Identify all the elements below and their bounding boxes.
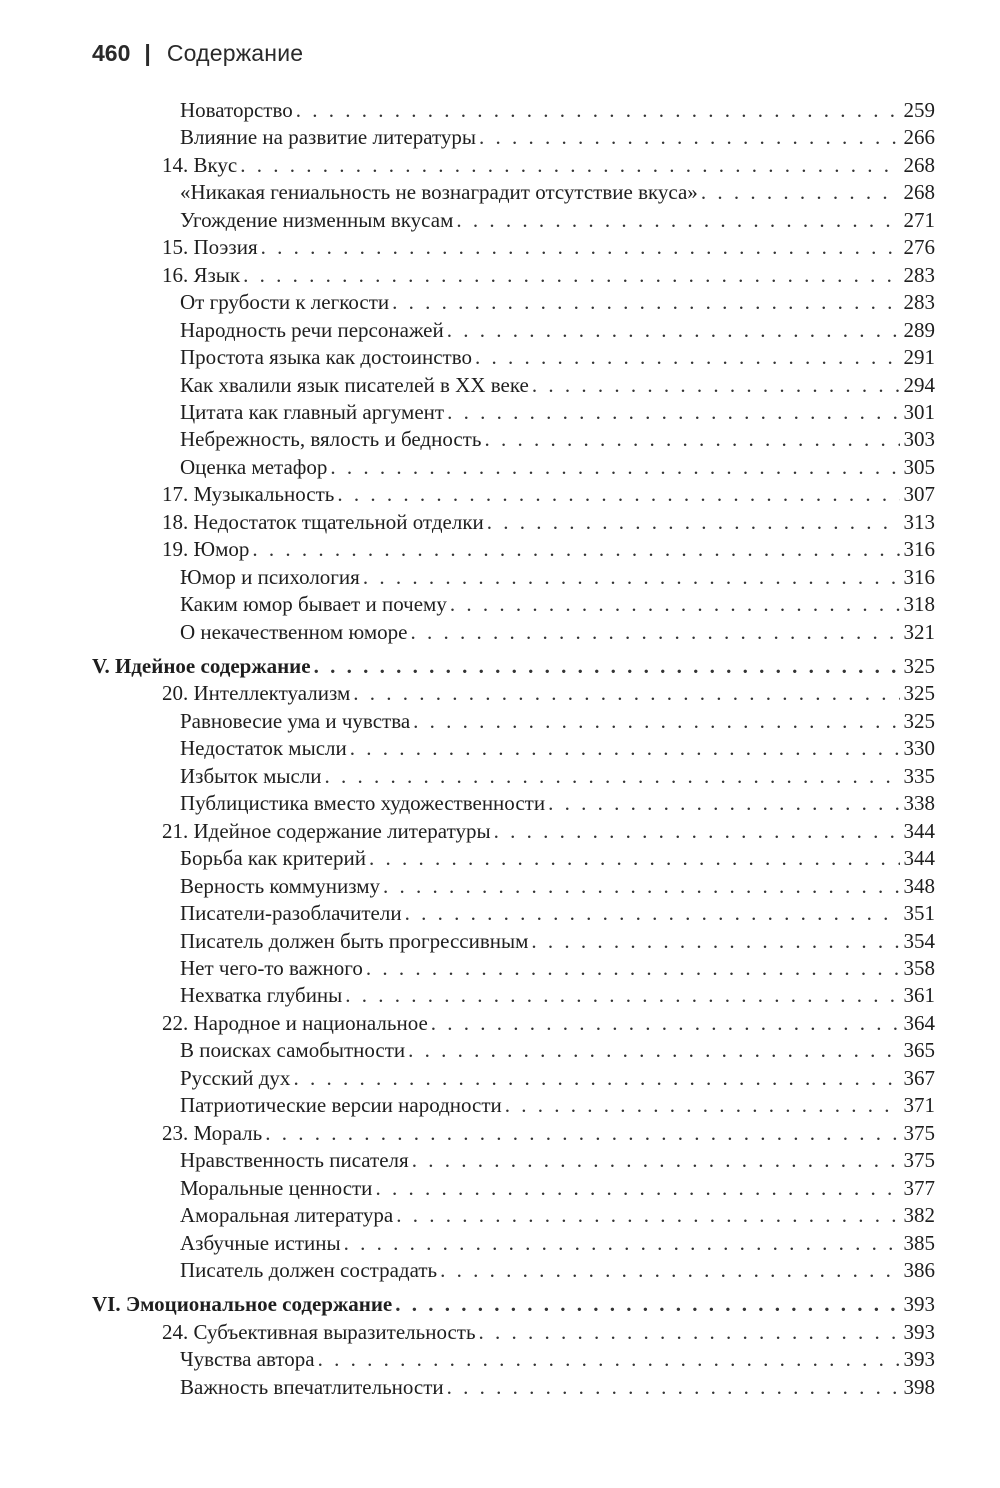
dot-leader — [366, 955, 900, 982]
toc-entry — [162, 1120, 935, 1147]
toc-entry — [180, 426, 935, 453]
toc-entry — [180, 1374, 935, 1401]
toc-entry-page: 385 — [903, 1230, 935, 1255]
dot-leader — [479, 1319, 900, 1346]
toc-entry — [162, 152, 935, 179]
toc-entry-title: Писатели-разоблачители — [180, 901, 402, 926]
header-title: Содержание — [166, 39, 304, 66]
toc-entry — [162, 818, 935, 845]
toc-entry-title: 24. Субъективная выразительность — [162, 1319, 476, 1344]
toc-entry-title: Публицистика вместо художественности — [180, 791, 546, 816]
dot-leader — [450, 591, 900, 618]
toc-entry-page: 375 — [903, 1120, 935, 1145]
toc-entry-page: 303 — [903, 427, 935, 452]
toc-entry-page: 377 — [903, 1175, 935, 1200]
toc-entry-page: 393 — [903, 1347, 935, 1372]
toc-entry — [180, 1092, 935, 1119]
toc-entry-page: 375 — [903, 1148, 935, 1173]
toc-entry — [180, 591, 935, 618]
toc-entry-title: Каким юмор бывает и почему — [180, 592, 447, 617]
toc-entry-page: 325 — [903, 681, 935, 706]
toc-entry-title: От грубости к легкости — [180, 290, 390, 315]
toc-entry-page: 294 — [903, 372, 935, 397]
toc-entry — [180, 955, 935, 982]
toc-entry-title: 22. Народное и национальное — [162, 1010, 428, 1035]
toc-entry-page: 301 — [903, 399, 935, 424]
dot-leader — [383, 873, 900, 900]
toc-entry — [180, 790, 935, 817]
toc-entry-page: 338 — [903, 791, 935, 816]
dot-leader — [314, 653, 900, 680]
dot-leader — [475, 344, 900, 371]
toc-entry-page: 382 — [903, 1203, 935, 1227]
toc-entry-title: Избыток мысли — [180, 763, 322, 788]
toc-entry — [162, 509, 935, 536]
toc-entry — [180, 763, 935, 790]
toc-entry-title: 20. Интеллектуализм — [162, 681, 351, 706]
toc-entry-page: 307 — [903, 482, 935, 507]
toc-entry — [180, 1147, 935, 1174]
dot-leader — [318, 1346, 900, 1373]
toc-entry-title: V. Идейное содержание — [92, 654, 311, 678]
toc-entry — [180, 179, 935, 206]
toc-entry — [180, 845, 935, 872]
dot-leader — [494, 818, 900, 845]
dot-leader — [337, 481, 899, 508]
toc-entry-page: 316 — [903, 564, 935, 589]
toc-entry-title: 16. Язык — [162, 262, 241, 287]
toc-entry — [180, 454, 935, 481]
toc-entry-title: Русский дух — [180, 1065, 291, 1090]
toc-entry-page: 276 — [903, 235, 935, 260]
toc-entry — [180, 1257, 935, 1284]
toc-entry-title: Важность впечатлительности — [180, 1374, 444, 1399]
dot-leader — [532, 372, 900, 399]
dot-leader — [395, 1291, 899, 1318]
toc-entry-page: 393 — [903, 1292, 935, 1317]
toc-entry-page: 283 — [903, 262, 935, 287]
toc-entry-page: 354 — [903, 928, 935, 953]
toc-entry-title: 14. Вкус — [162, 152, 238, 177]
dot-leader — [345, 982, 899, 1009]
toc-entry-title: Простота языка как достоинство — [180, 345, 472, 369]
toc-entry-title: Угождение низменным вкусам — [180, 207, 454, 232]
toc-entry-title: Чувства автора — [180, 1347, 315, 1372]
toc-entry — [180, 207, 935, 234]
toc-entry — [162, 1319, 935, 1346]
toc-entry-page: 330 — [903, 736, 935, 761]
toc-entry — [162, 680, 935, 707]
toc-entry — [180, 1037, 935, 1064]
toc-entry-page: 283 — [903, 290, 935, 315]
toc-entry — [180, 564, 935, 591]
dot-leader — [487, 509, 900, 536]
toc-section-heading — [92, 1291, 935, 1318]
running-header — [92, 36, 303, 70]
toc-entry-title: 18. Недостаток тщательной отделки — [162, 509, 484, 534]
toc-entry — [180, 399, 935, 426]
toc-entry — [180, 1230, 935, 1257]
toc-entry-page: 291 — [903, 345, 935, 369]
toc-entry — [180, 982, 935, 1009]
dot-leader — [344, 1230, 900, 1257]
toc-entry-page: 361 — [903, 983, 935, 1008]
toc-entry-page: 259 — [903, 98, 935, 122]
toc-entry — [180, 1065, 935, 1092]
toc-entry-title: 17. Музыкальность — [162, 482, 335, 507]
toc-entry-title: 21. Идейное содержание литературы — [162, 818, 491, 843]
toc-entry-page: 313 — [903, 509, 935, 534]
toc-entry — [180, 735, 935, 762]
toc-entry-page: 325 — [903, 708, 935, 733]
toc-entry-page: 325 — [903, 654, 935, 678]
toc-entry — [162, 481, 935, 508]
toc-entry-title: Народность речи персонажей — [180, 317, 444, 342]
toc-entry — [180, 1346, 935, 1373]
toc-entry-page: 364 — [903, 1010, 935, 1035]
toc-entry-title: Цитата как главный аргумент — [180, 399, 445, 424]
toc-entry-title: Азбучные истины — [180, 1230, 341, 1255]
toc-entry-page: 268 — [903, 152, 935, 177]
dot-leader — [265, 1120, 899, 1147]
dot-leader — [413, 708, 899, 735]
toc-entry — [162, 1010, 935, 1037]
toc-entry-page: 271 — [903, 207, 935, 232]
toc-entry — [180, 344, 935, 371]
dot-leader — [456, 207, 899, 234]
dot-leader — [396, 1202, 899, 1229]
toc-entry-page: 289 — [903, 317, 935, 342]
toc-entry-title: Верность коммунизму — [180, 873, 380, 898]
toc-entry-title: 19. Юмор — [162, 537, 250, 562]
toc-entry-page: 386 — [903, 1257, 935, 1282]
header-separator: | — [144, 39, 151, 66]
toc-entry-page: 266 — [903, 125, 935, 150]
page-number: 460 — [92, 39, 131, 66]
toc-entry-page: 393 — [903, 1319, 935, 1344]
toc-entry-page: 344 — [903, 818, 935, 843]
toc-entry-page: 348 — [903, 873, 935, 898]
dot-leader — [701, 179, 900, 206]
toc-entry — [180, 317, 935, 344]
toc-entry-title: «Никакая гениальность не вознаградит отсутствие вкуса» — [180, 180, 698, 205]
dot-leader — [479, 124, 900, 151]
toc-entry-title: Равновесие ума и чувства — [180, 708, 411, 733]
dot-leader — [405, 900, 900, 927]
toc-entry — [180, 708, 935, 735]
toc-entry-title: Как хвалили язык писателей в XX веке — [180, 372, 529, 397]
toc-entry-title: Аморальная литература — [180, 1203, 394, 1227]
toc-entry — [180, 97, 935, 124]
toc-entry-page: 344 — [903, 846, 935, 871]
toc-entry — [180, 900, 935, 927]
dot-leader — [531, 928, 899, 955]
toc-entry-page: 371 — [903, 1093, 935, 1118]
dot-leader — [440, 1257, 899, 1284]
toc-entry-title: Юмор и психология — [180, 564, 360, 589]
toc-entry — [162, 262, 935, 289]
dot-leader — [447, 317, 900, 344]
dot-leader — [293, 1065, 899, 1092]
dot-leader — [296, 97, 900, 124]
toc-entry-title: Нехватка глубины — [180, 983, 343, 1008]
toc-entry-title: О некачественном юморе — [180, 619, 408, 644]
dot-leader — [240, 152, 899, 179]
dot-leader — [505, 1092, 900, 1119]
toc-entry-title: Небрежность, вялость и бедность — [180, 427, 482, 452]
dot-leader — [447, 1374, 900, 1401]
toc-entry — [180, 619, 935, 646]
toc-entry — [180, 372, 935, 399]
toc-entry-title: В поисках самобытности — [180, 1038, 406, 1063]
toc-entry-title: Патриотические версии народности — [180, 1093, 502, 1118]
toc-entry-title: Нравственность писателя — [180, 1148, 409, 1173]
dot-leader — [484, 426, 899, 453]
dot-leader — [325, 763, 900, 790]
toc-entry-page: 367 — [903, 1065, 935, 1090]
toc-entry-page: 305 — [903, 454, 935, 479]
toc-section-heading — [92, 653, 935, 680]
toc-entry-title: Оценка метафор — [180, 454, 328, 479]
dot-leader — [408, 1037, 899, 1064]
dot-leader — [350, 735, 900, 762]
toc-entry-page: 318 — [903, 592, 935, 617]
toc-entry — [180, 1202, 935, 1229]
toc-entry-page: 365 — [903, 1038, 935, 1063]
dot-leader — [392, 289, 899, 316]
toc-entry-title: Моральные ценности — [180, 1175, 373, 1200]
dot-leader — [363, 564, 900, 591]
dot-leader — [330, 454, 899, 481]
toc-entry-page: 335 — [903, 763, 935, 788]
toc-entry-page: 398 — [903, 1374, 935, 1399]
dot-leader — [431, 1010, 900, 1037]
toc-entry — [180, 124, 935, 151]
dot-leader — [548, 790, 899, 817]
toc-entry-title: Борьба как критерий — [180, 846, 366, 871]
toc-entry-title: Влияние на развитие литературы — [180, 125, 476, 150]
toc-entry-title: Новаторство — [180, 98, 293, 122]
dot-leader — [412, 1147, 900, 1174]
toc-entry-page: 268 — [903, 180, 935, 205]
dot-leader — [353, 680, 899, 707]
toc-entry — [180, 928, 935, 955]
dot-leader — [243, 262, 899, 289]
toc-entry-title: Недостаток мысли — [180, 736, 347, 761]
toc-entry — [180, 1175, 935, 1202]
dot-leader — [411, 619, 900, 646]
dot-leader — [447, 399, 899, 426]
toc-entry — [162, 234, 935, 261]
dot-leader — [261, 234, 900, 261]
toc-entry-title: Писатель должен сострадать — [180, 1257, 438, 1282]
toc-entry — [162, 536, 935, 563]
dot-leader — [375, 1175, 899, 1202]
dot-leader — [252, 536, 899, 563]
toc-entry-page: 351 — [903, 901, 935, 926]
toc-entry-page: 358 — [903, 956, 935, 980]
toc-entry-page: 321 — [903, 619, 935, 644]
toc-entry-title: Нет чего-то важного — [180, 956, 363, 980]
toc-entry — [180, 873, 935, 900]
toc-entry — [180, 289, 935, 316]
toc-entry-page: 316 — [903, 537, 935, 562]
toc-entry-title: 15. Поэзия — [162, 235, 258, 260]
dot-leader — [369, 845, 900, 872]
toc-entry-title: Писатель должен быть прогрессивным — [180, 928, 529, 953]
toc-entry-title: VI. Эмоциональное содержание — [92, 1292, 393, 1317]
toc-entry-title: 23. Мораль — [162, 1120, 263, 1145]
